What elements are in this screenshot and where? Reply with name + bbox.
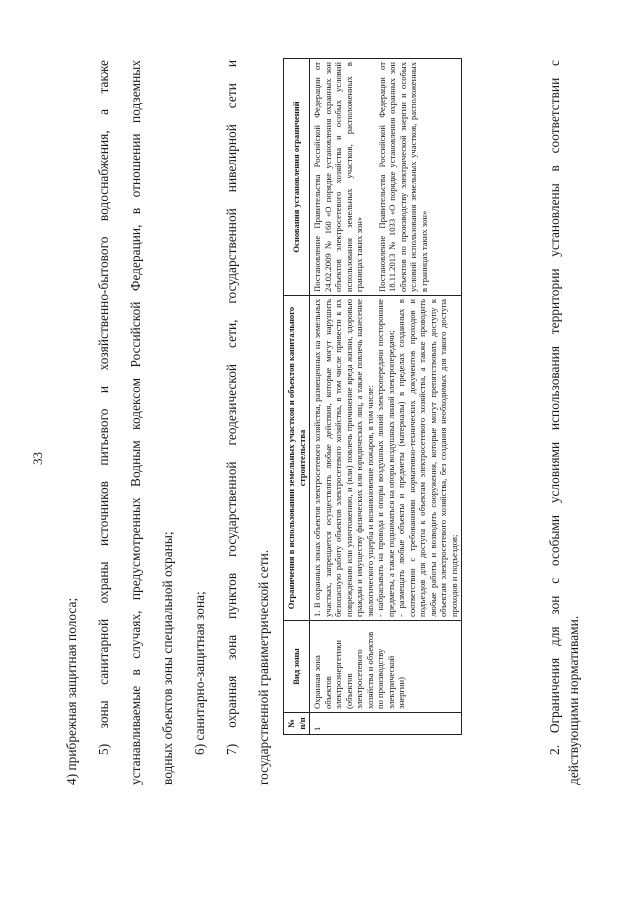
table-row xyxy=(310,59,462,735)
header-restrictions: Ограничения в использовании земельных участков и объектов капитального строительства xyxy=(284,296,310,621)
paragraph-line: 6) санитарно-защитная зона; xyxy=(192,591,207,755)
header-zone-type: Вид зоны xyxy=(284,621,310,713)
paragraph-line: действующими нормативами. xyxy=(566,615,581,785)
paragraph-line: 7) охранная зона пунктов государственной геодезической сети, государственной нивелирной сети и xyxy=(224,60,239,755)
header-number: № п/п xyxy=(284,713,310,735)
restriction-text: - набрасывать на провода и опоры воздушных линий электропередачи посторонние предметы, а также подниматься на опоры воздушных линий электропередачи; xyxy=(375,299,396,617)
basis-text: Постановление Правительства Российской Федерации от 24.02.2009 № 160 «О порядке установления охранных зон объектов электросетевого хозяйства и особых условий использования земельных участков, расположенных в границах таких зон» xyxy=(312,62,364,292)
header-basis: Основания установления ограничений xyxy=(284,59,310,296)
row-restrictions xyxy=(310,296,462,621)
row-number: 1 xyxy=(310,713,462,735)
page-number: 33 xyxy=(30,452,45,465)
paragraph-line: водных объектов зоны специальной охраны; xyxy=(160,531,175,785)
paragraph-line: 4) прибрежная защитная полоса; xyxy=(64,597,79,785)
paragraph-line: 5) зоны санитарной охраны источников питьевого и хозяйственно-бытового водоснабжения, а также xyxy=(96,60,111,755)
zones-table xyxy=(283,58,462,735)
row-zone-type: Охранная зона объектов электроэнергетики (объектов электросетевого хозяйства и объектов по производству электрической энергии) xyxy=(310,621,462,713)
basis-text: Постановление Правительства Российской Федерации от 18.11.2013 № 1033 «О порядке установления охранных зон объектов по производству электрической энергии и особых условий использования земельных участков, расположенных в границах таких зон» xyxy=(376,62,429,292)
restriction-text: 1. В охранных зонах объектов электросетевого хозяйства, размещенных на земельных участках, запрещается осуществлять любые действия, которые могут нарушить безопасную работу объектов электросетевого хозяйства, в том числе привести к их повреждению или уничтожению, и (или) повлечь причинение вреда жизни, здоровью граждан и имуществу физических или юридических лиц, а также повлечь нанесение экологического ущерба и возникновение пожаров, в том числе: xyxy=(312,299,375,617)
table-header-row xyxy=(284,59,310,735)
paragraph-line: 2. Ограничения для зон с особыми условиями использования территории установлены в соответствии с xyxy=(547,60,562,755)
row-basis xyxy=(310,59,462,296)
restriction-text: - размещать любые объекты и предметы (материалы) в пределах созданных в соответствии с требованиями нормативно-технических документов проходов и подъездов для доступа к объектам электросетевого хозяйства, а также проводить любые работы и возводить сооружения, которые могут препятствовать доступу к объектам электросетевого хозяйства, без создания необходимых для такого доступа проходов и подъездов; xyxy=(396,299,459,617)
paragraph-line: государственной гравиметрической сети. xyxy=(256,549,271,785)
paragraph-line: устанавливаемые в случаях, предусмотренных Водным кодексом Российской Федерации, в отношении подземных xyxy=(128,60,143,785)
